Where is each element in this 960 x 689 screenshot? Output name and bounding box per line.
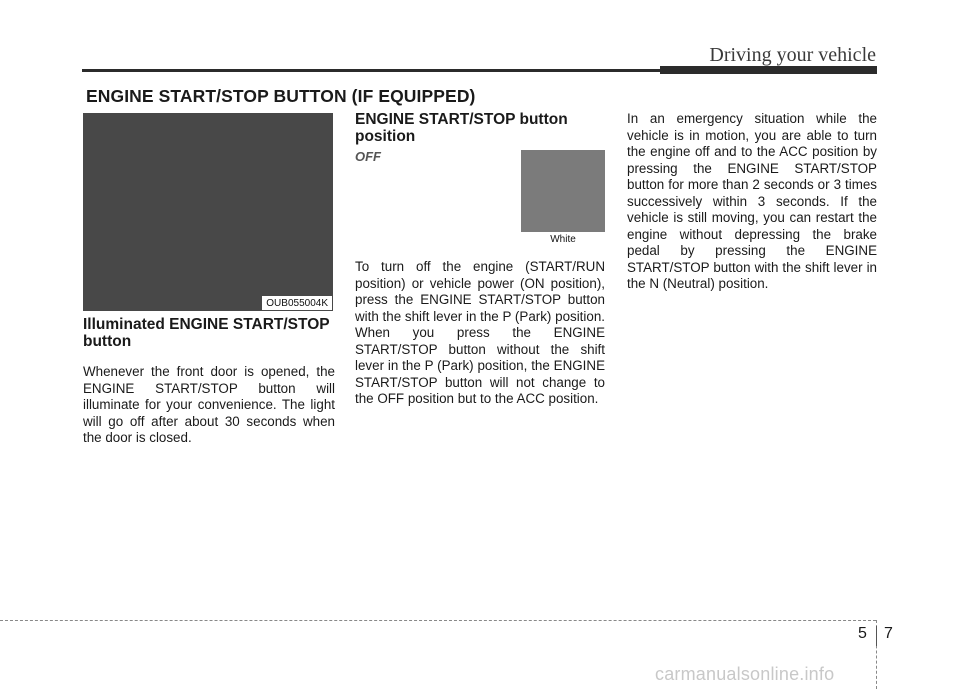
- column-1: [83, 316, 335, 447]
- chapter-title: Driving your vehicle: [709, 44, 876, 66]
- footer-rule: [0, 620, 876, 621]
- emergency-text: In an emergency situation while the vehicle is in motion, you are able to turn the engine off and to the ACC position by pressing the ENGINE START/STOP button for more than 2 seconds or 3 times successively within 3 seconds. If the vehicle is still moving, you can restart the engine without depressing the brake pedal by pressing the ENGINE START/STOP button with the shift lever in the N (Neutral) position.: [627, 111, 877, 291]
- swatch-label: White: [521, 232, 605, 247]
- off-indicator-swatch: [521, 150, 605, 247]
- column-2-text: [355, 259, 605, 408]
- off-position-label: OFF: [355, 149, 381, 164]
- section-title: ENGINE START/STOP BUTTON (IF EQUIPPED): [86, 86, 476, 106]
- column-3: [627, 111, 877, 293]
- page-number: 7: [884, 625, 893, 642]
- column-2-heading-block: [355, 111, 607, 145]
- page-number-divider: [876, 626, 877, 646]
- illuminated-button-text: Whenever the front door is opened, the ENGINE START/STOP button will illuminate for your convenience. The light will go off after about 30 seconds when the door is closed.: [83, 364, 335, 445]
- button-position-heading: ENGINE START/STOP button position: [355, 111, 568, 145]
- watermark: carmanualsonline.info: [655, 664, 835, 684]
- image-code: OUB055004K: [262, 296, 332, 310]
- header-rule: [82, 69, 660, 72]
- chapter-number: 5: [858, 625, 867, 642]
- start-stop-button-photo: [83, 113, 333, 311]
- off-position-text: To turn off the engine (START/RUN position) or vehicle power (ON position), press the ENGINE START/STOP button with the shift lever in the P (Park) position. When you press the ENGINE START/STOP button without the shift lever in the P (Park) position, the ENGINE START/STOP button will not change to the OFF position but to the ACC position.: [355, 259, 605, 406]
- illuminated-button-heading: Illuminated ENGINE START/STOP button: [83, 316, 330, 350]
- header-bar: [660, 66, 877, 74]
